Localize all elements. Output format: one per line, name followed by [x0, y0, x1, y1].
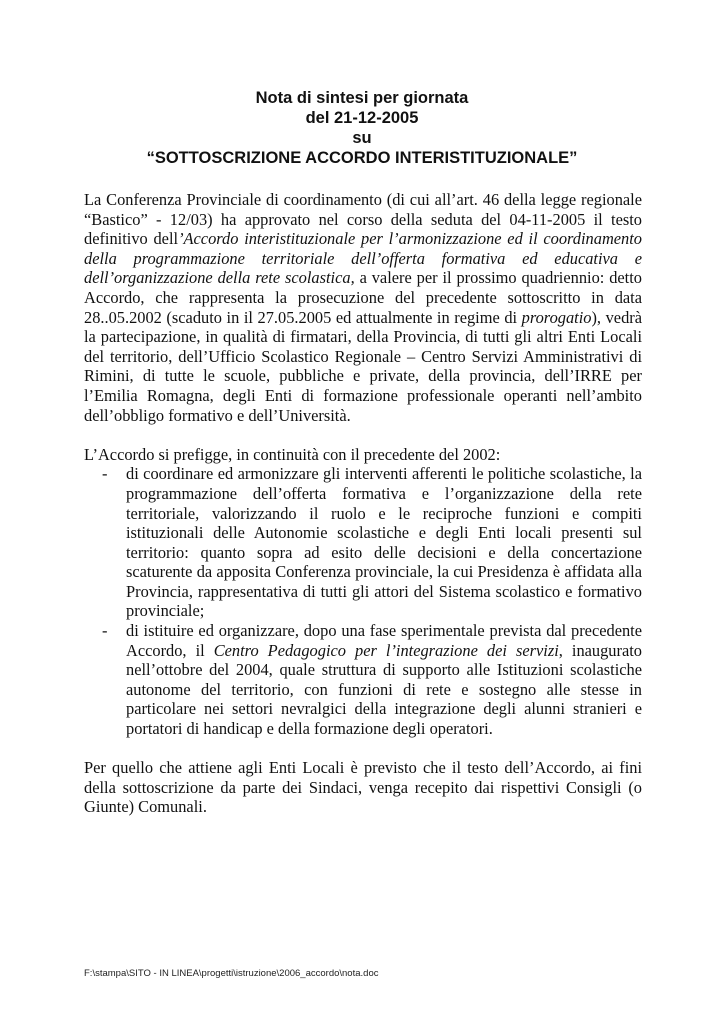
para1-text-e: ), vedrà la partecipazione, in qualità di firmatari, della Provincia, di tutti gli altri Enti Locali del territorio, dell’Ufficio Scolastico Regionale – Centro Servizi Amministrativi di Rimini, di tutte le scuole, pubbliche e private, della provincia, dell’IRRE per l’Emilia Romagna, degli Enti di formazione professionale operanti nell’ambito dell’obbligo formativo e dell’Università. [84, 307, 642, 425]
list-item-2-text-c: , inaugurato nell’ottobre del 2004, quale struttura di supporto alle Istituzioni scolastiche autonome del territorio, con funzioni di rete e sostegno alle stesse in particolare nei settori nevralgici della integrazione degli alunni stranieri e portatori di handicap e della formazione degli operatori. [126, 640, 642, 739]
title-line-2: del 21-12-2005 [305, 109, 419, 127]
bullet-dash: - [102, 621, 108, 641]
para1-text-c: a valere per il prossimo quadriennio: detto Accordo, che rappresenta la prosecuzione del precedente sottoscritto in data 28..05.2002 (scaduto in il 27.05.2005 ed attualmente in regime di [84, 268, 642, 327]
paragraph-1 [84, 190, 642, 425]
paragraph-2-intro: L’Accordo si prefigge, in continuità con il precedente del 2002: [84, 444, 501, 464]
footer-file-path: F:\stampa\SITO - IN LINEA\progetti\istruzione\2006_accordo\nota.doc [84, 968, 379, 979]
document-body [84, 190, 642, 817]
para1-text-a: La Conferenza Provinciale di coordinamento (di cui all’art. 46 della legge regionale “Bastico” - 12/03) ha approvato nel corso della seduta del 04-11-2005 il testo definitivo dell [84, 190, 642, 249]
objectives-list [84, 464, 642, 738]
para1-italic-prorogatio: prorogatio [521, 307, 592, 327]
list-item-2-text-a: di istituire ed organizzare, dopo una fase sperimentale prevista dal precedente Accordo, il [126, 621, 642, 660]
title-line-3: su [352, 129, 372, 147]
title-line-4: “SOTTOSCRIZIONE ACCORDO INTERISTITUZIONALE” [146, 149, 578, 167]
bullet-dash: - [102, 464, 108, 484]
list-item-2-italic: Centro Pedagogico per l’integrazione dei servizi [213, 640, 559, 660]
paragraph-3: Per quello che attiene agli Enti Locali è previsto che il testo dell’Accordo, ai fini della sottoscrizione da parte dei Sindaci, venga recepito dai rispettivi Consigli (o Giunte) Comunali. [84, 758, 642, 817]
list-item [84, 464, 642, 621]
title-line-1: Nota di sintesi per giornata [255, 89, 469, 107]
list-item [84, 621, 642, 739]
para1-italic-accordo: ’Accordo interistituzionale per l’armonizzazione ed il coordinamento della programmazione territoriale dell’offerta formativa ed educativa e dell’organizzazione della rete scolastica, [84, 229, 643, 288]
document-title [0, 88, 724, 168]
list-item-1-text: di coordinare ed armonizzare gli interventi afferenti le politiche scolastiche, la programmazione dell’offerta formativa e l’organizzazione della rete territoriale, valorizzando il ruolo e le reciproche funzioni e compiti istituzionali delle Autonomie scolastiche e degli Enti locali presenti sul territorio: quanto sopra ad esito delle decisioni e della concertazione scaturente da apposita Conferenza provinciale, la cui Presidenza è affidata alla Provincia, rappresentativa di tutti gli attori del Sistema scolastico e formativo provinciale; [126, 464, 642, 621]
